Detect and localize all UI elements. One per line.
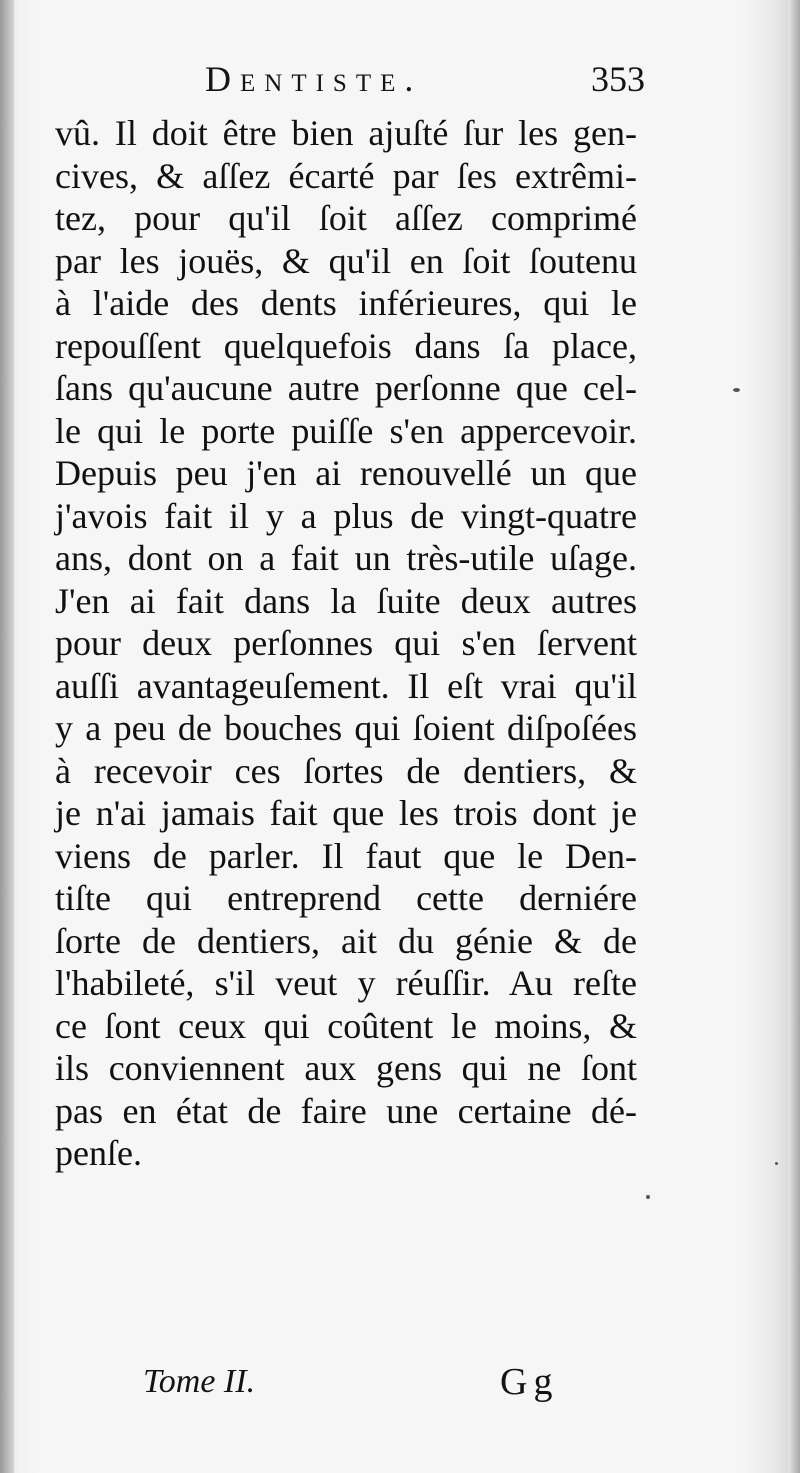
text-line: ſans qu'aucune autre perſonne que cel- xyxy=(55,368,637,408)
text-line: ils conviennent aux gens qui ne ſont xyxy=(55,1048,637,1088)
paper-speck xyxy=(775,1162,778,1165)
text-line: l'habileté, s'il veut y réuſſir. Au reſte xyxy=(55,963,637,1003)
text-line: ce ſont ceux qui coûtent le moins, & xyxy=(55,1005,637,1046)
text-line: auſſi avantageuſement. Il eſt vrai qu'il xyxy=(55,665,637,706)
page-number: 353 xyxy=(591,59,645,99)
text-line: y a peu de bouches qui ſoient diſpoſées xyxy=(55,708,637,748)
signature-mark: Gg xyxy=(500,1361,559,1403)
text-line: par les jouës, & qu'il en ſoit ſoutenu xyxy=(55,240,637,281)
text-line: cives, & aſſez écarté par ſes extrêmi- xyxy=(55,155,637,196)
body-text xyxy=(55,112,637,1175)
page-right-shadow xyxy=(788,0,800,1473)
text-line: pas en état de faire une certaine dé- xyxy=(55,1090,637,1131)
text-line: Depuis peu j'en ai renouvellé un que xyxy=(55,453,637,493)
text-line: repouſſent quelquefois dans ſa place, xyxy=(55,325,637,366)
text-line: tiſte qui entreprend cette derniére xyxy=(55,878,637,918)
text-line: à l'aide des dents inférieures, qui le xyxy=(55,283,637,323)
text-line: je n'ai jamais fait que les trois dont je xyxy=(55,793,637,833)
text-line: viens de parler. Il faut que le Den- xyxy=(55,835,637,876)
text-line-last: penſe. xyxy=(55,1133,142,1173)
text-line: à recevoir ces ſortes de dentiers, & xyxy=(55,750,637,791)
text-line: le qui le porte puiſſe s'en appercevoir. xyxy=(55,410,637,451)
text-line: pour deux perſonnes qui s'en ſervent xyxy=(55,623,637,663)
running-head xyxy=(205,58,645,108)
running-head-title: Dentiste. xyxy=(205,59,423,99)
text-line: vû. Il doit être bien ajuſté ſur les gen- xyxy=(55,113,637,153)
paper-speck xyxy=(733,388,740,392)
text-line: ans, dont on a fait un très-utile uſage. xyxy=(55,538,637,578)
paper-speck xyxy=(646,1195,650,1199)
text-line: ſorte de dentiers, ait du génie & de xyxy=(55,920,637,961)
volume-label: Tome II. xyxy=(143,1363,256,1400)
text-line: J'en ai fait dans la ſuite deux autres xyxy=(55,580,637,621)
text-line: j'avois fait il y a plus de vingt-quatre xyxy=(55,495,637,536)
text-line: tez, pour qu'il ſoit aſſez comprimé xyxy=(55,198,637,238)
page-left-shadow xyxy=(0,0,14,1473)
